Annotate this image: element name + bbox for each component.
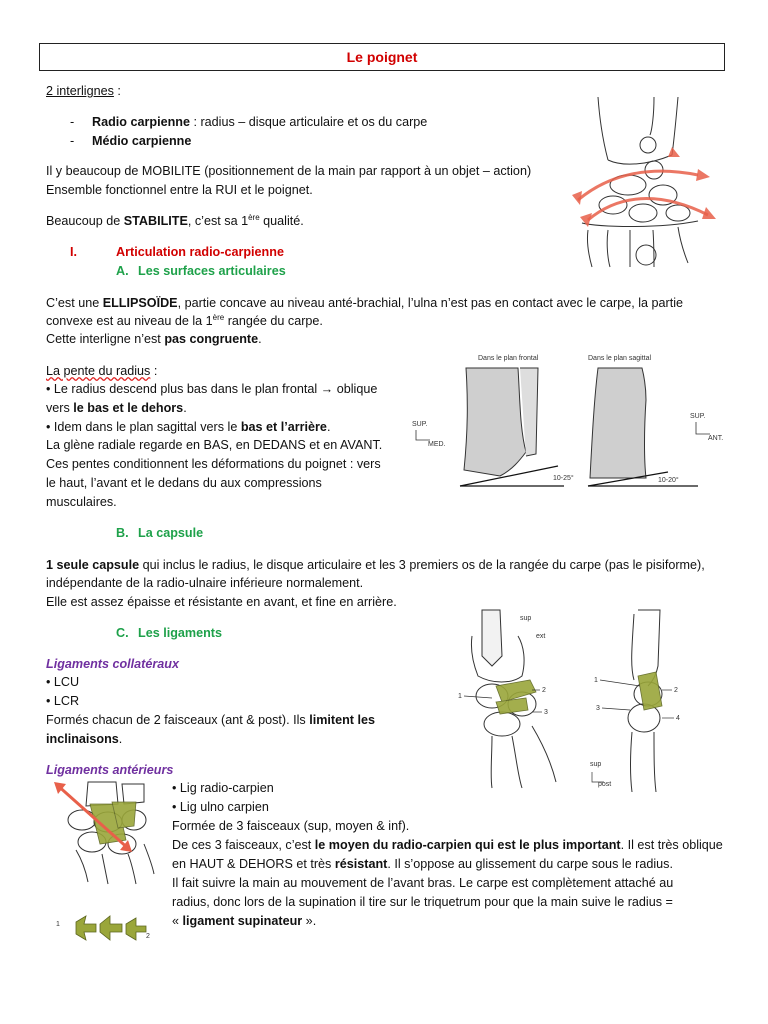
interlignes-heading: 2 interlignes : xyxy=(46,84,121,98)
label-sup-2: SUP. xyxy=(690,413,706,420)
label-ant: ANT. xyxy=(708,435,724,442)
section-c-title: Les ligaments xyxy=(138,626,222,640)
pente-line-6: le haut, l’avant et le dedans du aux compressions xyxy=(46,476,322,490)
label-a1: 1 xyxy=(594,677,598,684)
section-1-title: Articulation radio-carpienne xyxy=(116,245,284,259)
section-c-number: C. xyxy=(116,626,129,640)
anterieurs-heading: Ligaments antérieurs xyxy=(46,763,174,777)
anterieurs-item-1: • Lig radio-carpien xyxy=(172,781,274,795)
collateraux-lcu: • LCU xyxy=(46,675,80,689)
label-n1: 1 xyxy=(458,693,462,700)
pente-heading: La pente du radius : xyxy=(46,364,158,378)
label-angle-2: 10-20° xyxy=(658,477,679,484)
anterieurs-line-5: en HAUT & DEHORS et très résistant. Il s’oppose au glissement du carpe sous le radius. xyxy=(172,857,673,871)
ellipsoide-line-3: Cette interligne n’est pas congruente. xyxy=(46,332,262,346)
anterieurs-item-2: • Lig ulno carpien xyxy=(172,800,269,814)
pente-bullet-1-cont: vers le bas et le dehors. xyxy=(46,401,187,415)
collateral-ligaments-figure xyxy=(452,606,722,796)
label-ant-n2: 2 xyxy=(146,933,150,940)
interligne-item-2: - xyxy=(70,134,75,148)
label-a4: 4 xyxy=(676,715,680,722)
label-a2: 2 xyxy=(674,687,678,694)
label-n2: 2 xyxy=(542,687,546,694)
capsule-line-3: Elle est assez épaisse et résistante en avant, et fine en arrière. xyxy=(46,595,397,609)
interligne-medio-carpienne: Médio carpienne xyxy=(92,134,192,148)
ellipsoide-line-2: convexe est au niveau de la 1ère rangée du carpe. xyxy=(46,312,323,328)
anterieurs-line-3: Formée de 3 faisceaux (sup, moyen & inf). xyxy=(172,819,410,833)
anterieurs-line-7: radius, donc lors de la supination il tire sur le triquetrum pour que la main suive le radius = xyxy=(172,895,673,909)
pente-bullet-1: • Le radius descend plus bas dans le plan frontal → oblique xyxy=(46,382,378,396)
mobilite-line-1: Il y beaucoup de MOBILITE (positionnement de la main par rapport à un objet – action) xyxy=(46,164,532,178)
label-sup-1: SUP. xyxy=(412,421,428,428)
label-sup-lig-1: sup xyxy=(520,615,532,622)
capsule-line-1: 1 seule capsule qui inclus le radius, le disque articulaire et les 3 premiers os de la rangée du carpe (pas le pisiforme), xyxy=(46,558,705,572)
page-title: Le poignet xyxy=(346,49,418,65)
title-box xyxy=(39,43,725,71)
label-a3: 3 xyxy=(596,705,600,712)
pente-line-5: Ces pentes conditionnent les déformations du poignet : vers xyxy=(46,457,381,471)
capsule-line-2: indépendante de la radio-ulnaire inférieure normalement. xyxy=(46,576,364,590)
anterieurs-line-4: De ces 3 faisceaux, c’est le moyen du radio-carpien qui est le plus important. Il est très oblique xyxy=(172,838,723,852)
mobilite-line-2: Ensemble fonctionnel entre la RUI et le poignet. xyxy=(46,183,313,197)
label-ant-n1: 1 xyxy=(56,921,60,928)
label-med: MED. xyxy=(428,441,446,448)
stabilite-line: Beaucoup de STABILITE, c’est sa 1ère qualité. xyxy=(46,212,304,228)
radius-slope-figure xyxy=(408,350,728,498)
collateraux-lcr: • LCR xyxy=(46,694,80,708)
wrist-interlines-figure xyxy=(568,95,718,270)
collateraux-line-2: inclinaisons. xyxy=(46,732,123,746)
ellipsoide-line-1: C’est une ELLIPSOÏDE, partie concave au niveau anté-brachial, l’ulna n’est pas en contact avec le carpe, la partie xyxy=(46,296,684,310)
section-a-number: A. xyxy=(116,264,129,278)
anterieurs-line-8: « ligament supinateur ». xyxy=(172,914,317,928)
label-frontal: Dans le plan frontal xyxy=(478,355,539,362)
collateraux-line-1: Formés chacun de 2 faisceaux (ant & post). Ils limitent les xyxy=(46,713,375,727)
pente-line-4: La glène radiale regarde en BAS, en DEDANS et en AVANT. xyxy=(46,438,383,452)
interligne-item-1: - xyxy=(70,115,75,129)
interligne-radio-carpienne: Radio carpienne : radius – disque articulaire et os du carpe xyxy=(92,115,428,129)
section-b-number: B. xyxy=(116,526,129,540)
pente-bullet-2: • Idem dans le plan sagittal vers le bas et l’arrière. xyxy=(46,420,331,434)
section-1-number: I. xyxy=(70,245,77,259)
label-sup-lig-2: sup xyxy=(590,761,602,768)
collateraux-heading: Ligaments collatéraux xyxy=(46,657,179,671)
label-ext-lig-1: ext xyxy=(536,633,546,640)
anterieurs-line-6: Il fait suivre la main au mouvement de l’avant bras. Le carpe est complètement attaché au xyxy=(172,876,674,890)
label-post: post xyxy=(598,781,612,788)
label-n3: 3 xyxy=(544,709,548,716)
label-sagittal: Dans le plan sagittal xyxy=(588,355,652,362)
section-a-title: Les surfaces articulaires xyxy=(138,264,286,278)
section-b-title: La capsule xyxy=(138,526,204,540)
pente-line-7: musculaires. xyxy=(46,495,117,509)
label-angle-1: 10-25° xyxy=(553,475,574,482)
anterior-ligaments-figure xyxy=(52,780,162,955)
